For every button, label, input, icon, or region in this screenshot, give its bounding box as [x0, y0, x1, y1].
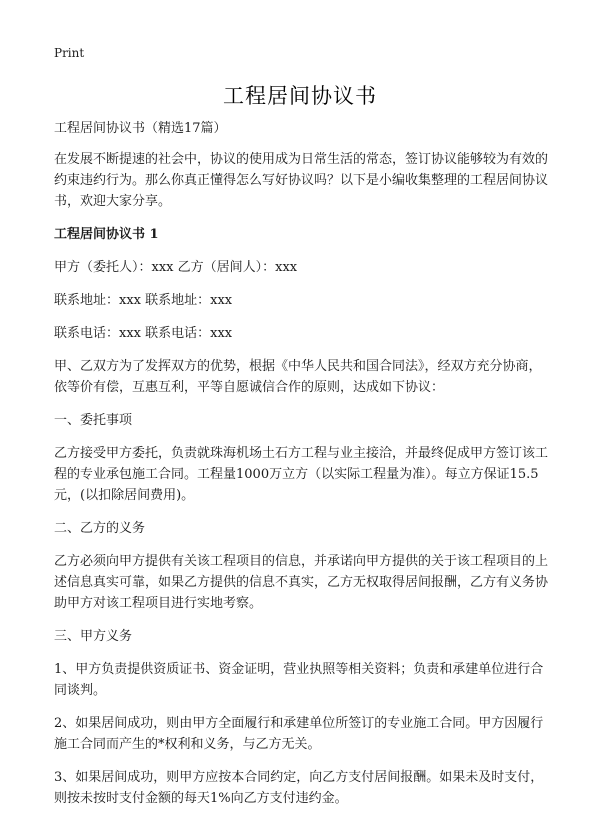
clause1-text: 乙方接受甲方委托，负责就珠海机场土石方工程与业主接洽，并最终促成甲方签订该工程的专业承包施工合同。工程量1000万立方（以实际工程量为准）。每立方保证15.5元，(以扣除居间费用)。	[54, 446, 549, 503]
clause3-item: 3、如果居间成功，则甲方应按本合同约定，向乙方支付居间报酬。如果未及时支付，则按未按时支付金额的每天1%向乙方支付违约金。	[54, 770, 544, 806]
clause2-text: 乙方必须向甲方提供有关该工程项目的信息，并承诺向甲方提供的关于该工程项目的上述信息真实可靠，如果乙方提供的信息不真实，乙方无权取得居间报酬，乙方有义务协助甲方对该工程项目进行实地考察。	[54, 554, 549, 611]
document-body	[54, 118, 548, 821]
section-heading: 工程居间协议书 1	[54, 227, 159, 242]
clause1-heading: 一、委托事项	[54, 413, 133, 428]
address-line: 联系地址：xxx 联系地址：xxx	[54, 293, 233, 308]
page-title: 工程居间协议书	[223, 84, 377, 108]
intro-paragraph: 在发展不断提速的社会中，协议的使用成为日常生活的常态，签订协议能够较为有效的约束违约行为。那么你真正懂得怎么写好协议吗？以下是小编收集整理的工程居间协议书，欢迎大家分享。	[54, 152, 549, 209]
clause3-item: 1、甲方负责提供资质证书、资金证明，营业执照等相关资料；负责和承建单位进行合同谈判。	[54, 662, 544, 698]
party-line: 甲方（委托人）：xxx 乙方（居间人）：xxx	[54, 260, 298, 275]
clause3-item: 2、如果居间成功，则由甲方全面履行和承建单位所签订的专业施工合同。甲方因履行施工合同而产生的*权利和义务，与乙方无关。	[54, 716, 544, 752]
clause3-heading: 三、甲方义务	[54, 629, 133, 644]
print-label[interactable]: Print	[54, 46, 85, 60]
phone-line: 联系电话：xxx 联系电话：xxx	[54, 326, 233, 341]
document-subtitle: 工程居间协议书（精选17篇）	[54, 121, 227, 136]
preamble-paragraph: 甲、乙双方为了发挥双方的优势，根据《中华人民共和国合同法》，经双方充分协商，依等价有偿，互惠互利，平等自愿诚信合作的原则，达成如下协议：	[54, 359, 542, 395]
clause2-heading: 二、乙方的义务	[54, 521, 146, 536]
